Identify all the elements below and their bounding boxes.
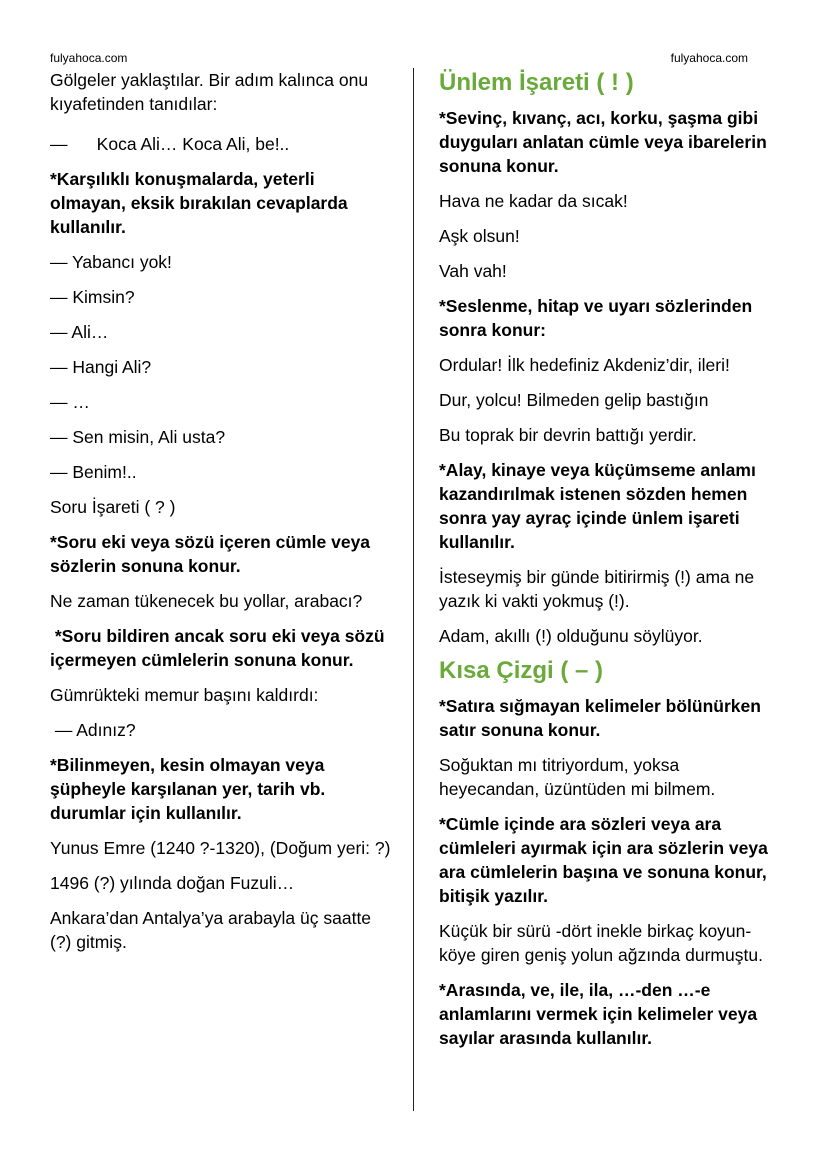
rule-uncertain-info: *Bilinmeyen, kesin olmayan veya şüpheyle karşılanan yer, tarih vb. durumlar için kullanılır.: [50, 755, 326, 823]
left-column: [50, 68, 395, 954]
dash-dialogue-line: — Koca Ali… Koca Ali, be!..: [50, 134, 290, 154]
example-text: Ne zaman tükenecek bu yollar, arabacı?: [50, 591, 363, 611]
example-text: Vah vah!: [439, 261, 507, 281]
example-text: Ordular! İlk hedefiniz Akdeniz’dir, ileri!: [439, 355, 730, 375]
dialogue-line: — Benim!..: [50, 462, 137, 482]
rule-question-suffix: *Soru eki veya sözü içeren cümle veya sözlerin sonuna konur.: [50, 532, 371, 576]
example-text: Aşk olsun!: [439, 226, 520, 246]
example-text: Adam, akıllı (!) olduğunu söylüyor.: [439, 626, 703, 646]
dialogue-line: — Ali…: [50, 322, 109, 342]
intro-text: Gölgeler yaklaştılar. Bir adım kalınca onu kıyafetinden tanıdılar:: [50, 70, 369, 114]
example-text: Yunus Emre (1240 ?-1320), (Doğum yeri: ?): [50, 838, 391, 858]
section-title-question-mark: Soru İşareti ( ? ): [50, 497, 176, 517]
right-column: [439, 68, 779, 1050]
dialogue-line: — …: [50, 392, 90, 412]
example-text: Soğuktan mı titriyordum, yoksa heyecandan, üzüntüden mi bilmem.: [439, 755, 716, 799]
column-divider: [413, 68, 414, 1111]
example-text: Gümrükteki memur başını kaldırdı:: [50, 685, 319, 705]
header-site-right: fulyahoca.com: [670, 51, 748, 65]
rule-parenthetical: *Cümle içinde ara sözleri veya ara cümleleri ayırmak için ara sözlerin veya ara cümlelerin başına ve sonuna konur, bitişik yazılır.: [439, 814, 768, 906]
dialogue-line: — Sen misin, Ali usta?: [50, 427, 226, 447]
example-text: Hava ne kadar da sıcak!: [439, 191, 628, 211]
rule-irony: *Alay, kinaye veya küçümseme anlamı kazandırılmak istenen sözden hemen sonra yay ayraç içinde ünlem işareti kullanılır.: [439, 460, 756, 552]
section-title-short-dash: Kısa Çizgi ( – ): [439, 657, 604, 684]
section-title-exclamation: Ünlem İşareti ( ! ): [439, 69, 634, 96]
example-text: İsteseymiş bir günde bitirirmiş (!) ama ne yazık ki vakti yokmuş (!).: [439, 567, 755, 611]
example-text: Ankara’dan Antalya’ya arabayla üç saatte (?) gitmiş.: [50, 908, 372, 952]
rule-address: *Seslenme, hitap ve uyarı sözlerinden sonra konur:: [439, 296, 753, 340]
example-text: — Adınız?: [50, 720, 136, 740]
rule-incomplete-answers: *Karşılıklı konuşmalarda, yeterli olmayan, eksik bırakılan cevaplarda kullanılır.: [50, 169, 348, 237]
example-text: Dur, yolcu! Bilmeden gelip bastığın: [439, 390, 709, 410]
example-text: Bu toprak bir devrin battığı yerdir.: [439, 425, 697, 445]
example-text: Küçük bir sürü -dört inekle birkaç koyun- köye giren geniş yolun ağzında durmuştu.: [439, 921, 763, 965]
header-site-left: fulyahoca.com: [50, 51, 128, 65]
rule-question-without-suffix: *Soru bildiren ancak soru eki veya sözü içermeyen cümlelerin sonuna konur.: [50, 626, 390, 670]
dialogue-line: — Kimsin?: [50, 287, 135, 307]
rule-line-break: *Satıra sığmayan kelimeler bölünürken satır sonuna konur.: [439, 696, 761, 740]
dialogue-line: — Hangi Ali?: [50, 357, 152, 377]
rule-ranges: *Arasında, ve, ile, ila, …-den …-e anlamlarını vermek için kelimeler veya sayılar arasında kullanılır.: [439, 980, 758, 1048]
rule-emotions: *Sevinç, kıvanç, acı, korku, şaşma gibi duyguları anlatan cümle veya ibarelerin sonuna konur.: [439, 108, 767, 176]
dialogue-line: — Yabancı yok!: [50, 252, 172, 272]
example-text: 1496 (?) yılında doğan Fuzuli…: [50, 873, 295, 893]
